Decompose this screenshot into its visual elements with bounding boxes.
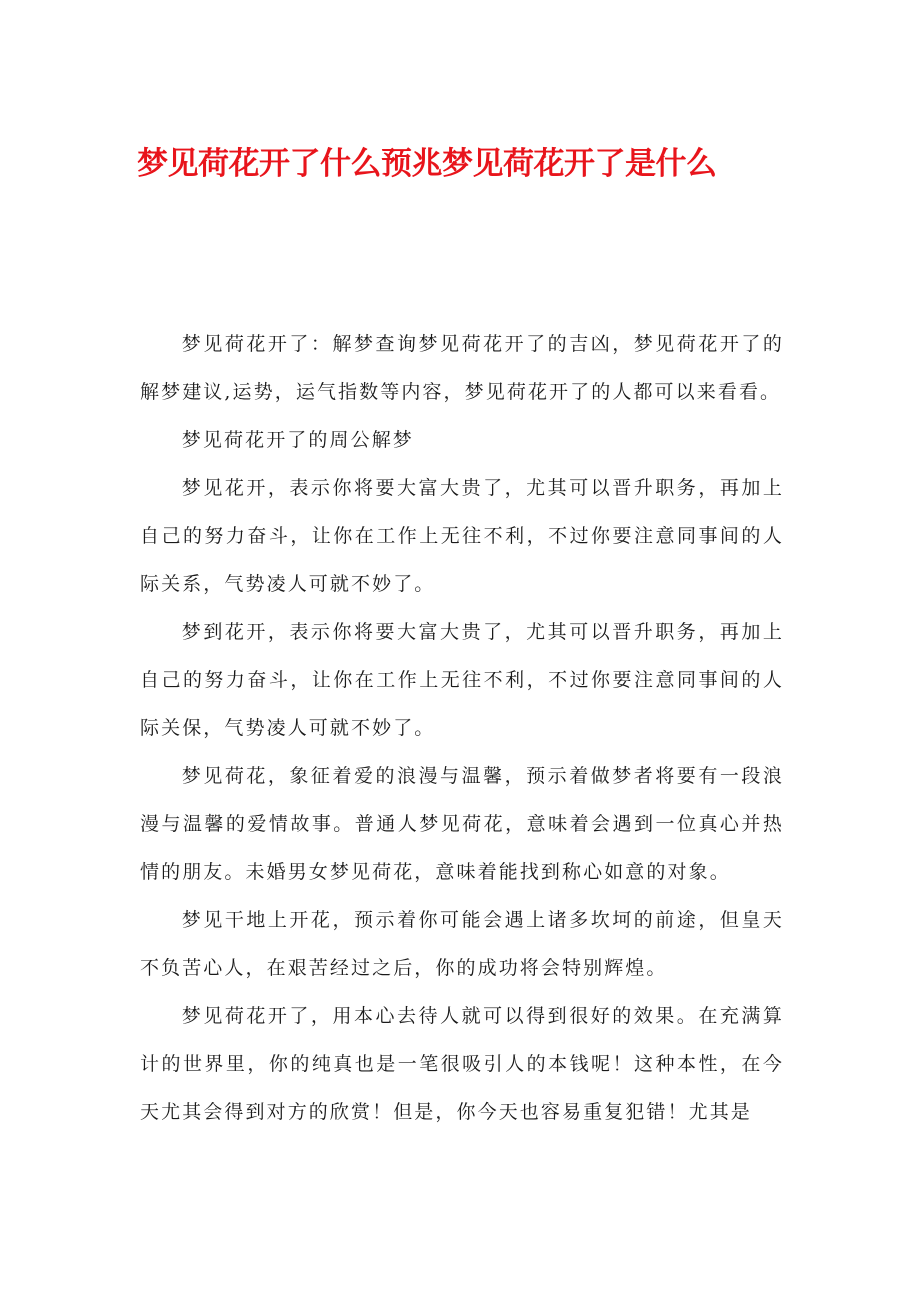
document-title: 梦见荷花开了什么预兆梦见荷花开了是什么 bbox=[137, 146, 717, 182]
paragraph-intro: 梦见荷花开了：解梦查询梦见荷花开了的吉凶，梦见荷花开了的解梦建议,运势，运气指数等内容，梦见荷花开了的人都可以来看看。 bbox=[140, 333, 784, 403]
document-body bbox=[140, 320, 784, 1136]
paragraph-lotus-meaning: 梦见荷花，象征着爱的浪漫与温馨，预示着做梦者将要有一段浪漫与温馨的爱情故事。普通人梦见荷花，意味着会遇到一位真心并热情的朋友。未婚男女梦见荷花，意味着能找到称心如意的对象。 bbox=[140, 765, 784, 883]
paragraph-lotus-bloom-advice: 梦见荷花开了，用本心去待人就可以得到很好的效果。在充满算计的世界里，你的纯真也是一笔很吸引人的本钱呢！这种本性，在今天尤其会得到对方的欣赏！但是，你今天也容易重复犯错！尤其是 bbox=[140, 1005, 784, 1123]
paragraph-subheading: 梦见荷花开了的周公解梦 bbox=[181, 429, 414, 451]
paragraph-flower-bloom: 梦见花开，表示你将要大富大贵了，尤其可以晋升职务，再加上自己的努力奋斗，让你在工作上无往不利，不过你要注意同事间的人际关系，气势凌人可就不妙了。 bbox=[140, 477, 784, 595]
paragraph-dream-bloom: 梦到花开，表示你将要大富大贵了，尤其可以晋升职务，再加上自己的努力奋斗，让你在工作上无往不利，不过你要注意同事间的人际关保，气势凌人可就不妙了。 bbox=[140, 621, 784, 739]
paragraph-dry-ground: 梦见干地上开花，预示着你可能会遇上诸多坎坷的前途，但皇天不负苦心人，在艰苦经过之后，你的成功将会特别辉煌。 bbox=[140, 909, 784, 979]
